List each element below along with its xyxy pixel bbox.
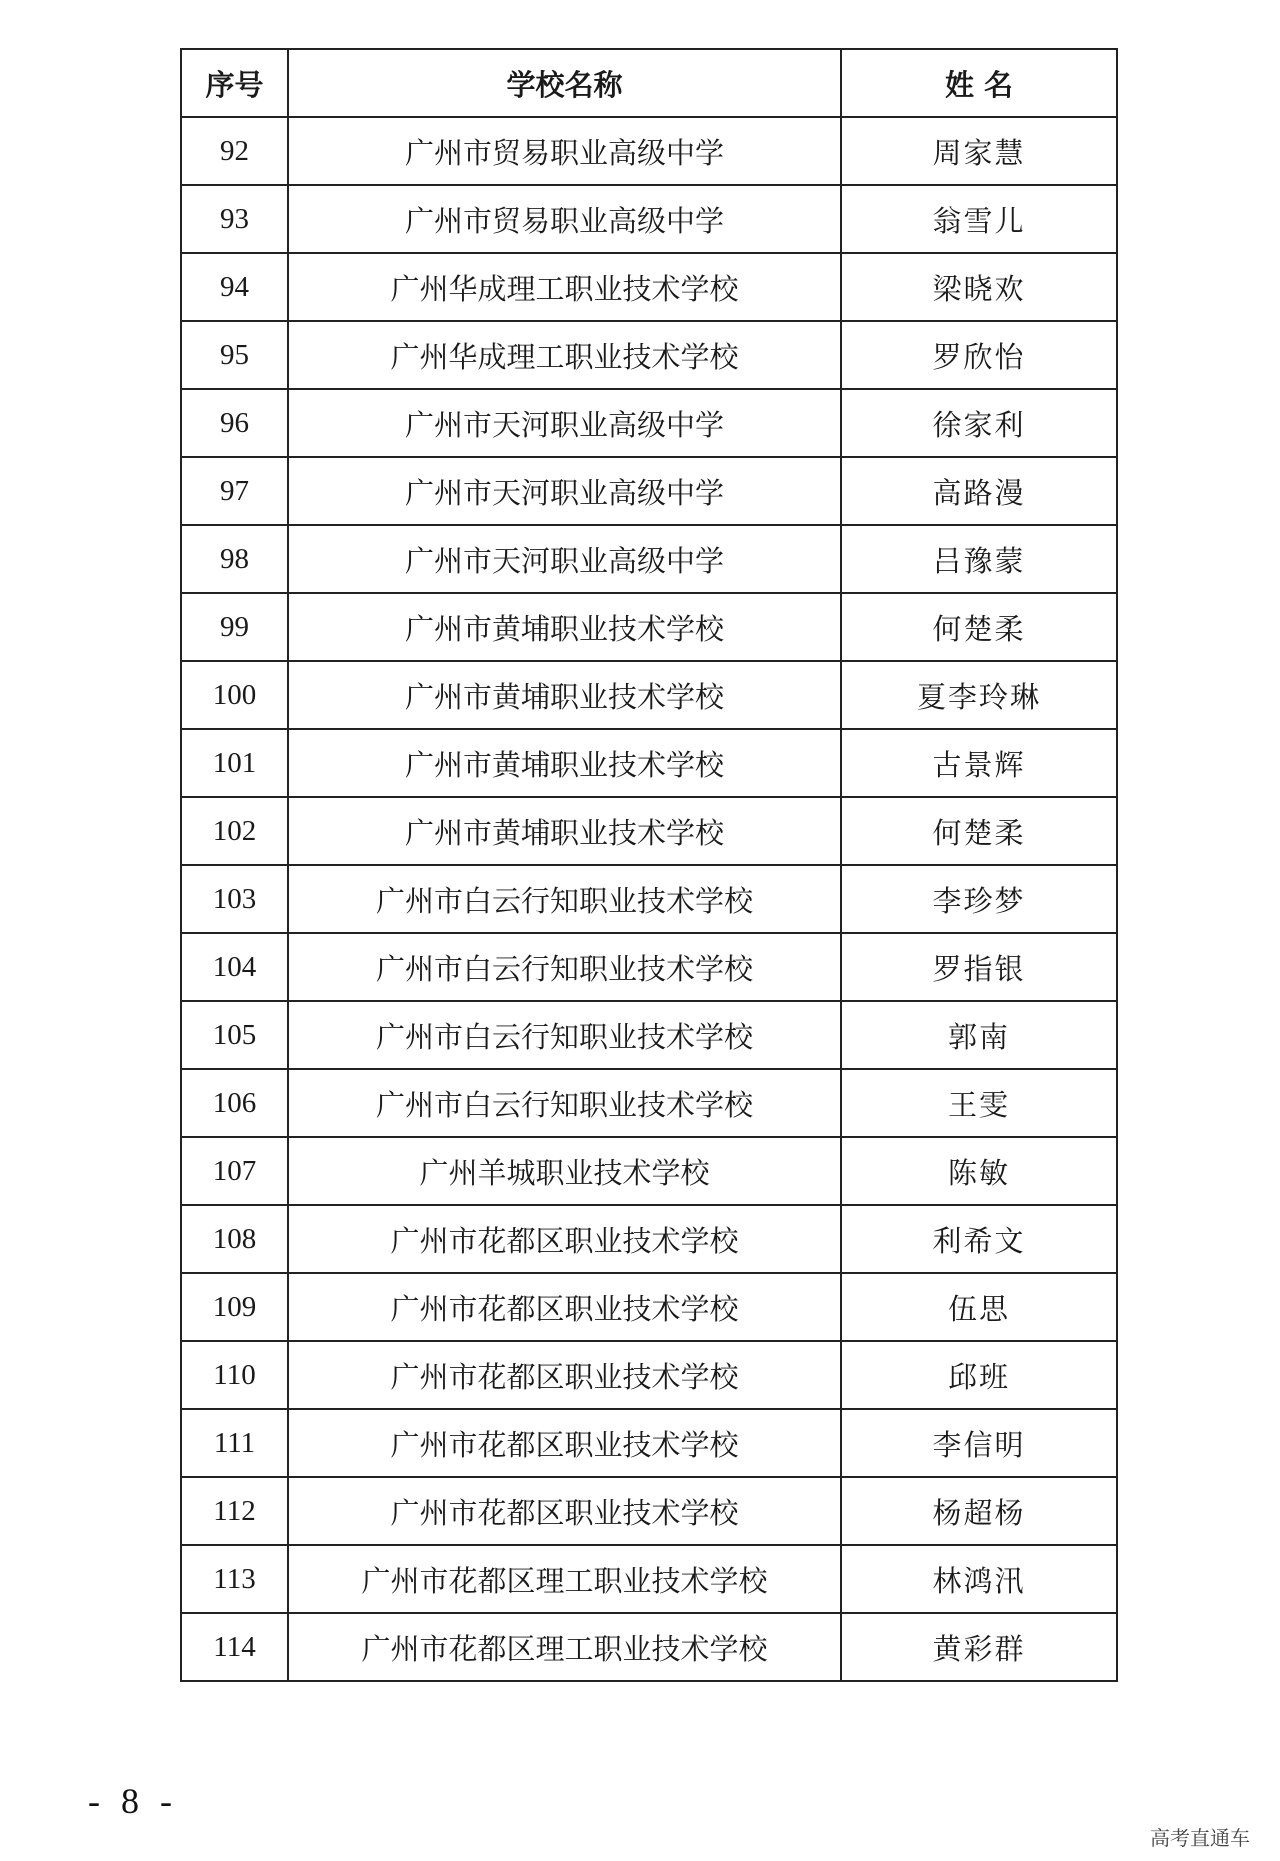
table-row xyxy=(181,1205,1117,1273)
student-name-cell: 何楚柔 xyxy=(841,593,1117,661)
serial-number-cell: 109 xyxy=(181,1273,288,1341)
table-row xyxy=(181,253,1117,321)
table-row xyxy=(181,1613,1117,1681)
school-name-cell: 广州市花都区理工职业技术学校 xyxy=(288,1613,841,1681)
serial-number-cell: 113 xyxy=(181,1545,288,1613)
table-row xyxy=(181,593,1117,661)
student-name-cell: 何楚柔 xyxy=(841,797,1117,865)
table-row xyxy=(181,1001,1117,1069)
table-row xyxy=(181,389,1117,457)
serial-number-cell: 103 xyxy=(181,865,288,933)
student-name-cell: 林鸿汛 xyxy=(841,1545,1117,1613)
table-row xyxy=(181,865,1117,933)
student-name-cell: 夏李玲琳 xyxy=(841,661,1117,729)
school-name-cell: 广州市天河职业高级中学 xyxy=(288,389,841,457)
serial-number-cell: 95 xyxy=(181,321,288,389)
student-name-cell: 陈敏 xyxy=(841,1137,1117,1205)
table-row xyxy=(181,729,1117,797)
school-name-cell: 广州市白云行知职业技术学校 xyxy=(288,1069,841,1137)
serial-number-cell: 102 xyxy=(181,797,288,865)
page-number: - 8 - xyxy=(88,1781,178,1821)
serial-number-cell: 97 xyxy=(181,457,288,525)
student-name-cell: 利希文 xyxy=(841,1205,1117,1273)
student-name-cell: 杨超杨 xyxy=(841,1477,1117,1545)
serial-number-cell: 101 xyxy=(181,729,288,797)
student-name-cell: 郭南 xyxy=(841,1001,1117,1069)
student-name-cell: 翁雪儿 xyxy=(841,185,1117,253)
table-row xyxy=(181,1341,1117,1409)
school-name-cell: 广州市黄埔职业技术学校 xyxy=(288,661,841,729)
table-row xyxy=(181,1273,1117,1341)
student-name-cell: 吕豫蒙 xyxy=(841,525,1117,593)
school-name-cell: 广州华成理工职业技术学校 xyxy=(288,253,841,321)
serial-number-cell: 106 xyxy=(181,1069,288,1137)
school-name-cell: 广州市黄埔职业技术学校 xyxy=(288,729,841,797)
student-name-cell: 徐家利 xyxy=(841,389,1117,457)
serial-number-cell: 114 xyxy=(181,1613,288,1681)
serial-number-cell: 112 xyxy=(181,1477,288,1545)
school-name-cell: 广州市黄埔职业技术学校 xyxy=(288,797,841,865)
school-name-cell: 广州市天河职业高级中学 xyxy=(288,525,841,593)
student-name-cell: 邱班 xyxy=(841,1341,1117,1409)
table-row xyxy=(181,1545,1117,1613)
table-row xyxy=(181,185,1117,253)
school-name-cell: 广州华成理工职业技术学校 xyxy=(288,321,841,389)
serial-number-cell: 110 xyxy=(181,1341,288,1409)
serial-number-cell: 92 xyxy=(181,117,288,185)
student-name-cell: 周家慧 xyxy=(841,117,1117,185)
student-name-cell: 古景辉 xyxy=(841,729,1117,797)
serial-number-cell: 108 xyxy=(181,1205,288,1273)
table-row xyxy=(181,1477,1117,1545)
school-name-cell: 广州市花都区职业技术学校 xyxy=(288,1477,841,1545)
header-student-name: 姓 名 xyxy=(841,49,1117,117)
serial-number-cell: 96 xyxy=(181,389,288,457)
student-name-cell: 李珍梦 xyxy=(841,865,1117,933)
school-name-cell: 广州市花都区理工职业技术学校 xyxy=(288,1545,841,1613)
serial-number-cell: 107 xyxy=(181,1137,288,1205)
table-row xyxy=(181,1409,1117,1477)
serial-number-cell: 111 xyxy=(181,1409,288,1477)
student-name-cell: 罗欣怡 xyxy=(841,321,1117,389)
school-name-cell: 广州羊城职业技术学校 xyxy=(288,1137,841,1205)
school-name-cell: 广州市白云行知职业技术学校 xyxy=(288,1001,841,1069)
school-name-cell: 广州市白云行知职业技术学校 xyxy=(288,933,841,1001)
student-name-cell: 黄彩群 xyxy=(841,1613,1117,1681)
table-row xyxy=(181,661,1117,729)
table-row xyxy=(181,117,1117,185)
serial-number-cell: 98 xyxy=(181,525,288,593)
table-row xyxy=(181,525,1117,593)
student-name-cell: 梁晓欢 xyxy=(841,253,1117,321)
serial-number-cell: 104 xyxy=(181,933,288,1001)
header-school-name: 学校名称 xyxy=(288,49,841,117)
student-name-cell: 高路漫 xyxy=(841,457,1117,525)
student-name-cell: 伍思 xyxy=(841,1273,1117,1341)
school-name-cell: 广州市黄埔职业技术学校 xyxy=(288,593,841,661)
table-row xyxy=(181,797,1117,865)
serial-number-cell: 105 xyxy=(181,1001,288,1069)
school-name-cell: 广州市贸易职业高级中学 xyxy=(288,185,841,253)
serial-number-cell: 100 xyxy=(181,661,288,729)
table-body xyxy=(181,117,1117,1681)
student-name-cell: 王雯 xyxy=(841,1069,1117,1137)
student-name-cell: 李信明 xyxy=(841,1409,1117,1477)
school-name-cell: 广州市贸易职业高级中学 xyxy=(288,117,841,185)
school-name-cell: 广州市白云行知职业技术学校 xyxy=(288,865,841,933)
table-row xyxy=(181,1137,1117,1205)
header-row xyxy=(181,49,1117,117)
school-name-cell: 广州市花都区职业技术学校 xyxy=(288,1273,841,1341)
school-name-cell: 广州市花都区职业技术学校 xyxy=(288,1341,841,1409)
table-row xyxy=(181,1069,1117,1137)
roster-table xyxy=(180,48,1118,1682)
student-name-cell: 罗指银 xyxy=(841,933,1117,1001)
watermark-text: 高考直通车 xyxy=(1150,1826,1250,1850)
serial-number-cell: 99 xyxy=(181,593,288,661)
school-name-cell: 广州市天河职业高级中学 xyxy=(288,457,841,525)
table-header xyxy=(181,49,1117,117)
header-serial-number: 序号 xyxy=(181,49,288,117)
school-name-cell: 广州市花都区职业技术学校 xyxy=(288,1409,841,1477)
school-name-cell: 广州市花都区职业技术学校 xyxy=(288,1205,841,1273)
table-row xyxy=(181,457,1117,525)
serial-number-cell: 93 xyxy=(181,185,288,253)
serial-number-cell: 94 xyxy=(181,253,288,321)
table-row xyxy=(181,321,1117,389)
table-row xyxy=(181,933,1117,1001)
